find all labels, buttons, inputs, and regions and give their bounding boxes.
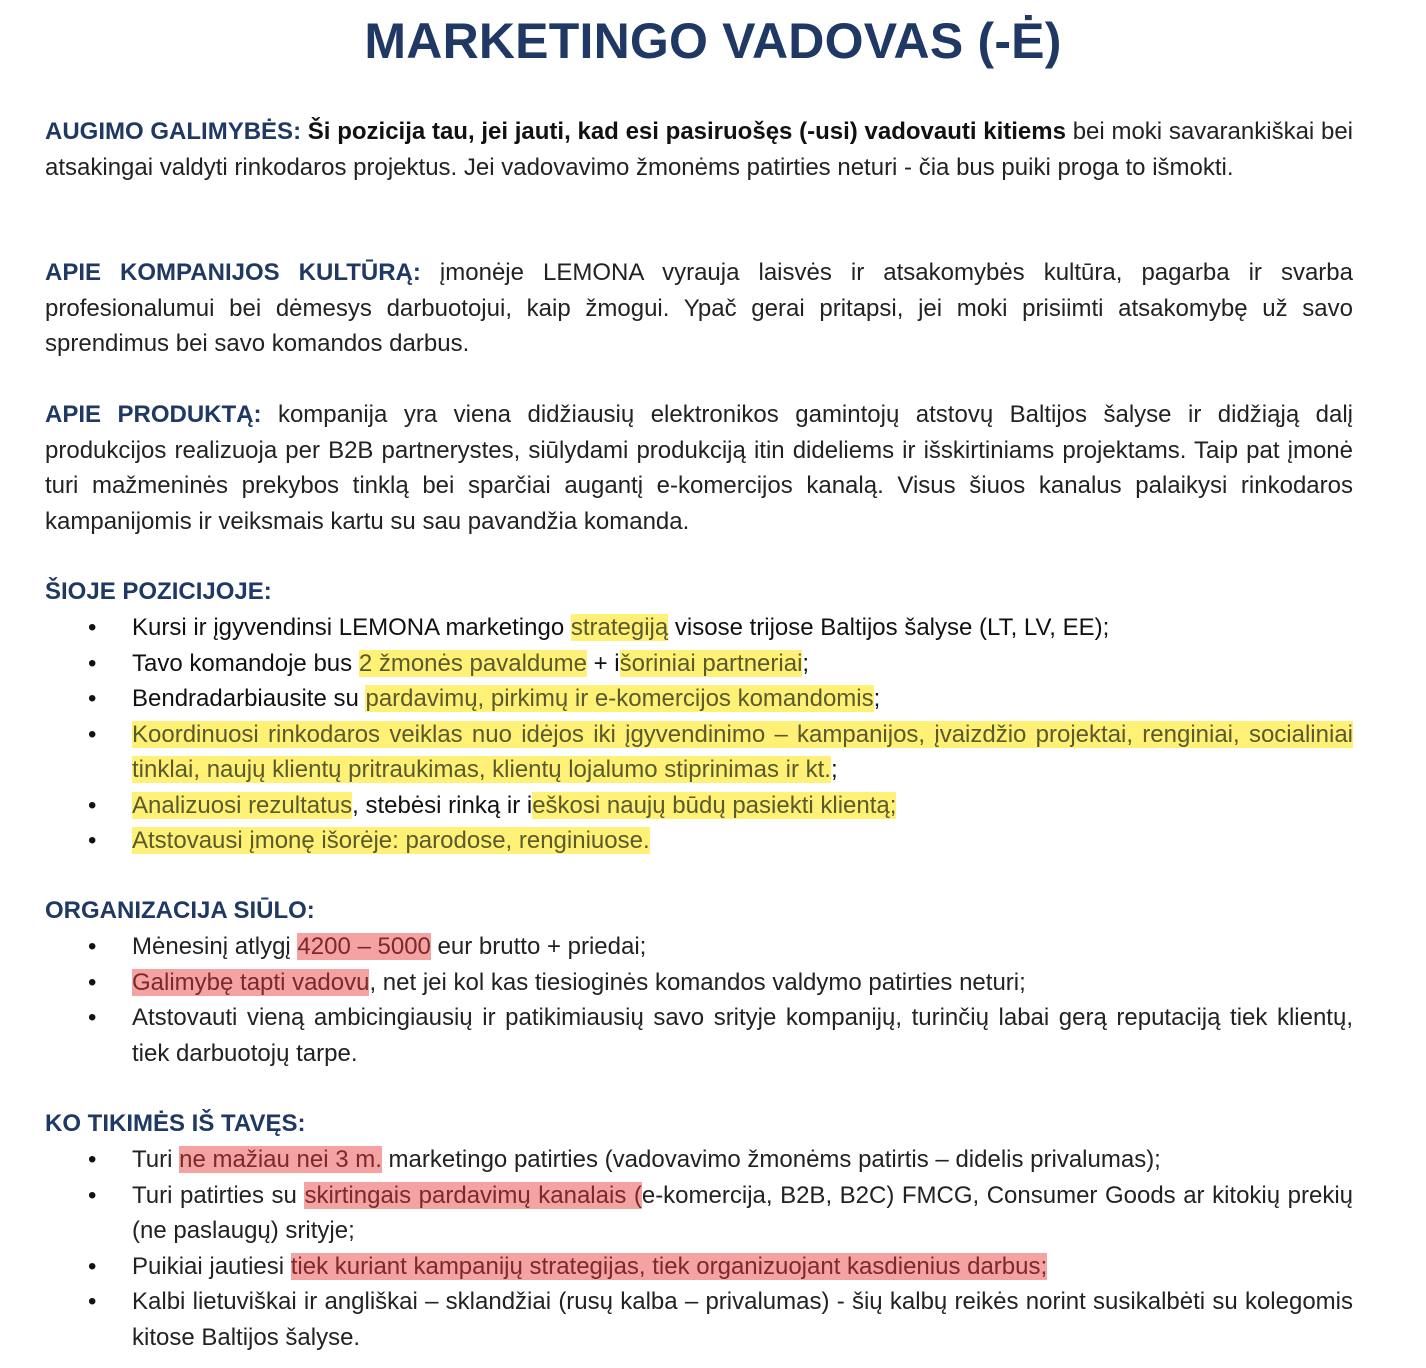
yellow-highlight: eškosi naujų būdų pasiekti klientą; (532, 791, 897, 819)
item-text: ; (873, 685, 881, 712)
list-item (132, 1000, 1353, 1071)
produktas-label: APIE PRODUKTĄ: (45, 401, 262, 428)
list-item (132, 646, 1353, 682)
list-item (132, 788, 1353, 824)
augimo-paragraph (45, 114, 1353, 185)
item-text: Puikiai jautiesi (132, 1252, 291, 1280)
item-text: Mėnesinį atlygį (132, 933, 298, 960)
augimo-label: AUGIMO GALIMYBĖS: (45, 118, 302, 145)
tikimes-list (132, 1142, 1353, 1355)
produktas-text: kompanija yra viena didžiausių elektronikos gamintojų atstovų Baltijos šalyse ir didžiąją dalį produkcijos realizuoja per B2B partnerystes, siūlydami produkciją itin dideliems ir išskirtiniams projektams. Taip pat įmonė turi mažmeninės prekybos tinklą bei sparčiai augantį e-komercijos kanalą. Visus šiuos kanalus palaikysi rinkodaros kampanijomis ir veiksmais kartu su sau pavandžia komanda. (45, 401, 1354, 535)
red-highlight: Galimybę tapti vadovu (132, 968, 370, 996)
yellow-highlight: Atstovausi įmonę išorėje: parodose, renginiuose. (132, 827, 650, 854)
red-highlight: tiek kuriant kampanijų strategijas, tiek organizuojant kasdienius darbus; (290, 1252, 1048, 1280)
item-text: Tavo komandoje bus (132, 649, 359, 677)
list-item (132, 965, 1353, 1001)
tikimes-heading: KO TIKIMĖS IŠ TAVĘS: (45, 1110, 306, 1137)
item-text: e-komercija, B2B, B2C) FMCG, Consumer Goods ar kitokių prekių (ne paslaugų) srityje; (132, 1181, 1353, 1244)
red-highlight: 4200 – 5000 (297, 933, 431, 960)
item-text: ; (830, 756, 838, 783)
item-text: , net jei kol kas tiesioginės komandos valdymo patirties neturi; (369, 968, 1026, 996)
augimo-text: bei moki savarankiškai bei atsakingai valdyti rinkodaros projektus. Jei vadovavimo žmonėms patirties neturi - čia bus puiki proga to išmokti. (45, 118, 1353, 181)
list-item (132, 717, 1353, 788)
item-text: Turi (132, 1146, 180, 1173)
kultura-text: įmonėje LEMONA vyrauja laisvės ir atsakomybės kultūra, pagarba ir svarba profesionalumui bei dėmesys darbuotojui, kaip žmogui. Ypač gerai pritapsi, jei moki prisiimti atsakomybę už savo sprendimus bei savo komandos darbus. (45, 259, 1353, 357)
item-text: , stebėsi rinką ir i (352, 791, 533, 819)
yellow-highlight: Koordinuosi rinkodaros veiklas nuo idėjos iki įgyvendinimo – kampanijos, įvaizdžio projektai, renginiai, socialiniai tinklai, naujų klientų pritraukimas, klientų lojalumo stiprinimas ir kt. (132, 720, 1353, 783)
pozicija-heading: ŠIOJE POZICIJOJE: (45, 578, 272, 605)
page-title: MARKETINGO VADOVAS (-Ė) (364, 13, 1062, 69)
list-item (132, 823, 1353, 859)
yellow-highlight: Analizuosi rezultatus (132, 791, 353, 819)
kultura-paragraph (45, 255, 1353, 362)
item-text: Atstovauti vieną ambicingiausių ir patikimiausių savo srityje kompanijų, turinčių labai gerą reputaciją tiek klientų, tiek darbuotojų tarpe. (132, 1004, 1353, 1067)
red-highlight: skirtingais pardavimų kanalais ( (304, 1181, 642, 1209)
kultura-label: APIE KOMPANIJOS KULTŪRĄ: (45, 259, 421, 286)
pozicija-list (132, 610, 1353, 859)
yellow-highlight: strategiją (570, 614, 669, 641)
list-item (132, 1249, 1353, 1285)
list-item (132, 681, 1353, 717)
item-text: marketingo patirties (vadovavimo žmonėms patirtis – didelis privalumas); (381, 1146, 1161, 1173)
list-item (132, 929, 1353, 965)
item-text: eur brutto + priedai; (430, 933, 647, 960)
item-text: Kalbi lietuviškai ir angliškai – sklandžiai (rusų kalba – privalumas) - šių kalbų reikės norint susikalbėti su kolegomis kitose Baltijos šalyse. (132, 1288, 1353, 1351)
item-text: visose trijose Baltijos šalyse (LT, LV, EE); (668, 614, 1110, 641)
item-text: Bendradarbiausite su (132, 685, 366, 712)
item-text: Kursi ir įgyvendinsi LEMONA marketingo (132, 614, 571, 641)
yellow-highlight: pardavimų, pirkimų ir e-komercijos komandomis (365, 685, 874, 712)
augimo-bold-text: Ši pozicija tau, jei jauti, kad esi pasiruošęs (-usi) vadovauti kitiems (307, 118, 1066, 145)
siulo-heading: ORGANIZACIJA SIŪLO: (45, 897, 315, 924)
list-item (132, 1142, 1353, 1178)
item-text: + i (586, 649, 620, 677)
item-text: Turi patirties su (132, 1181, 305, 1209)
yellow-highlight: šoriniai partneriai (619, 649, 803, 677)
siulo-list (132, 929, 1353, 1071)
list-item (132, 610, 1353, 646)
item-text: ; (802, 649, 810, 677)
produktas-paragraph (45, 397, 1353, 539)
list-item (132, 1178, 1353, 1249)
list-item (132, 1284, 1353, 1355)
red-highlight: ne mažiau nei 3 m. (179, 1146, 382, 1173)
yellow-highlight: 2 žmonės pavaldume (358, 649, 587, 677)
